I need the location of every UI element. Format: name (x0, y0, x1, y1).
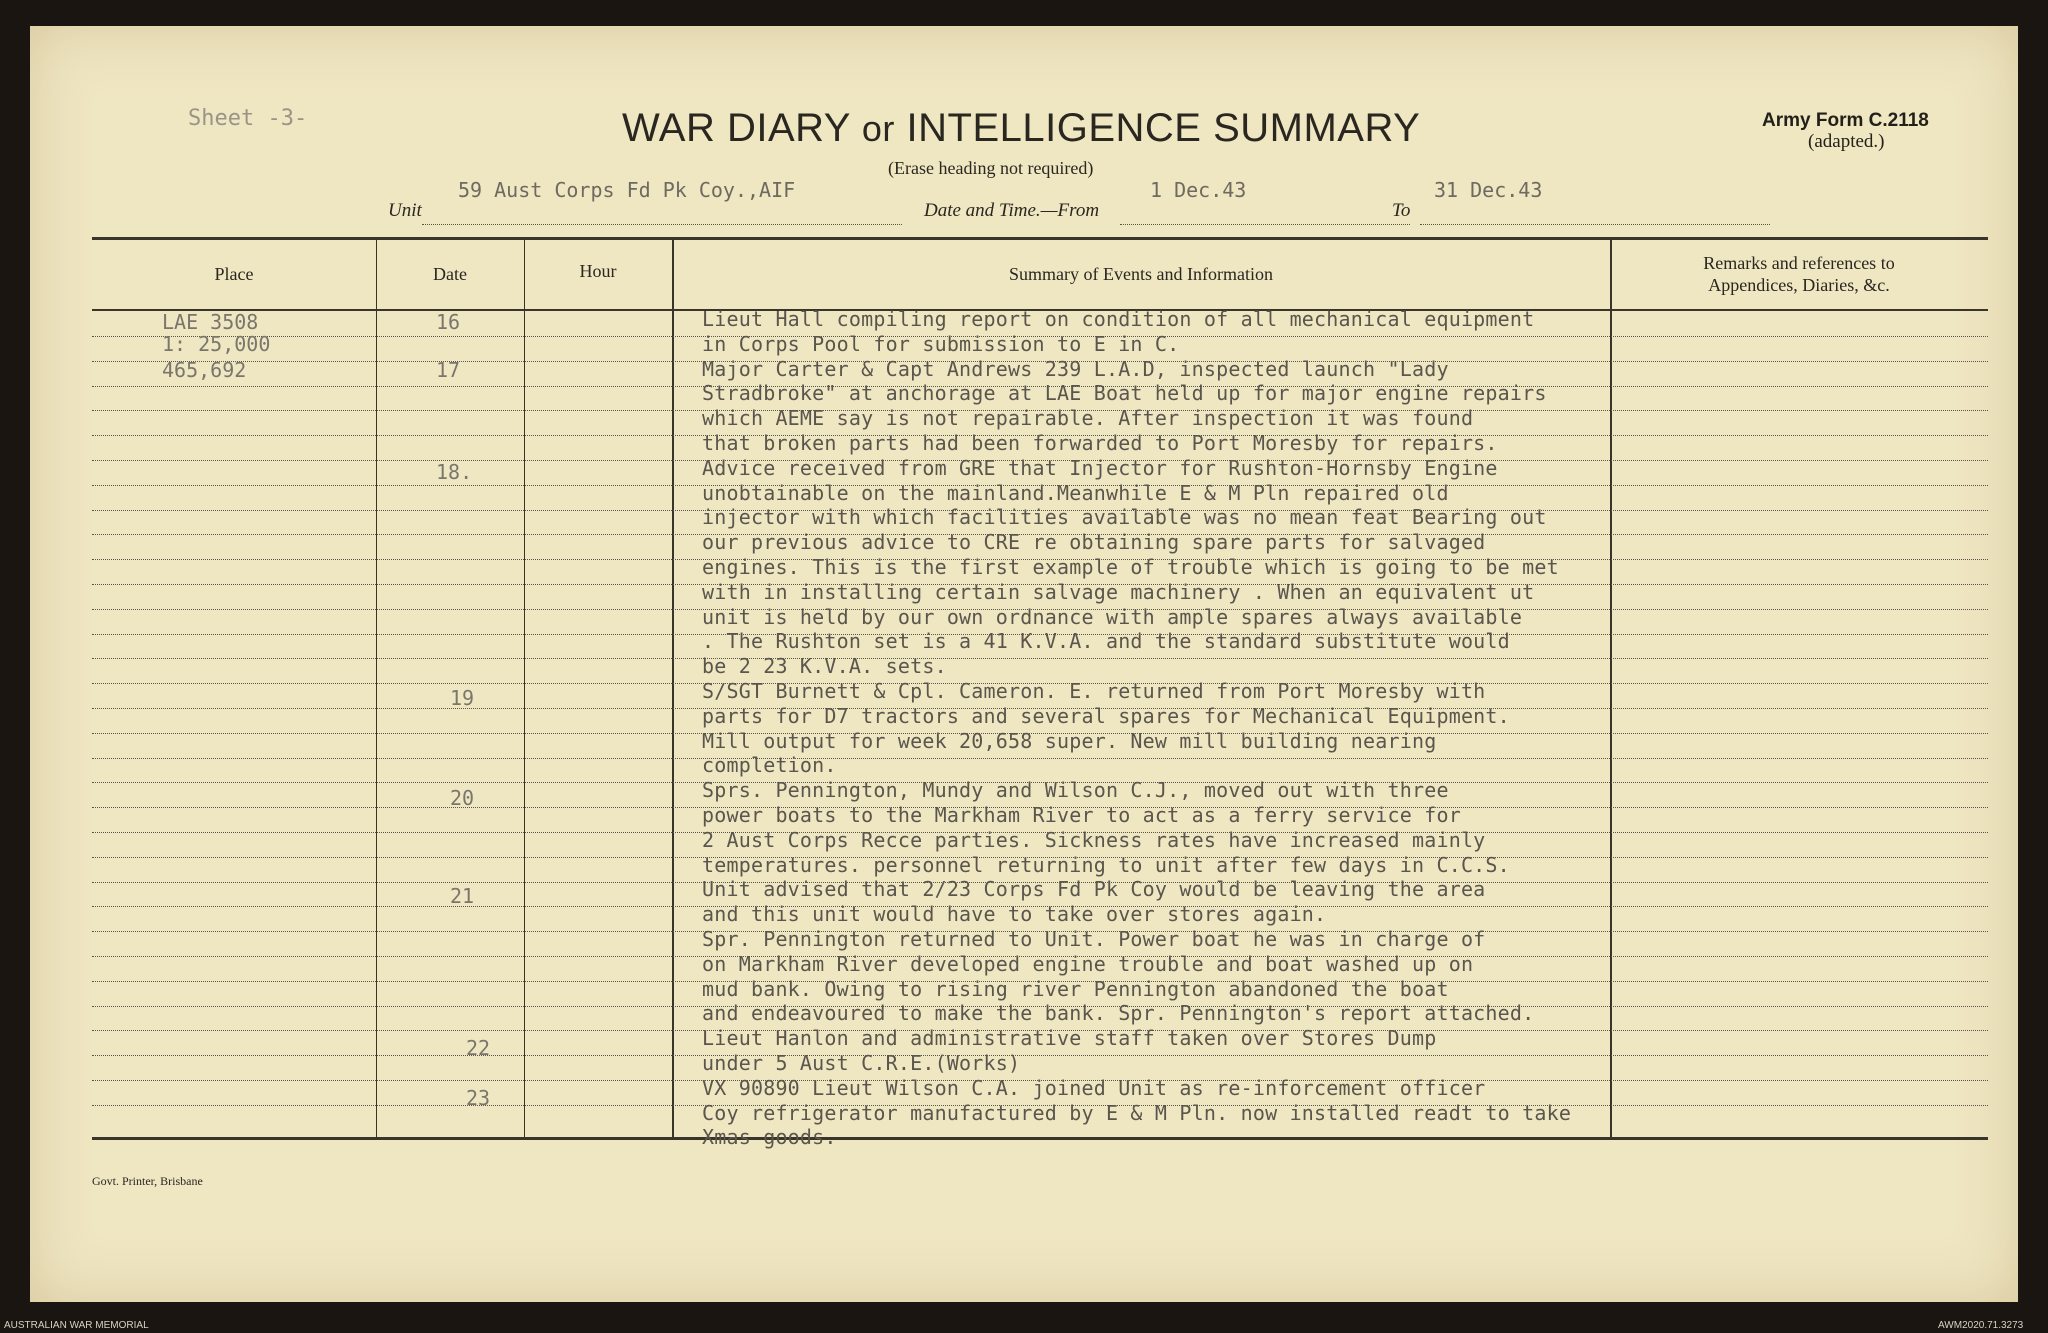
summary-line: Lieut Hall compiling report on condition of all mechanical equipment (702, 307, 1535, 331)
date-entry: 16 (436, 310, 461, 334)
summary-line: be 2 23 K.V.A. sets. (702, 654, 947, 679)
summary-line: . The Rushton set is a 41 K.V.A. and the standard substitute would (702, 629, 1510, 654)
title-end: INTELLIGENCE SUMMARY (906, 106, 1421, 150)
date-entry: 19 (450, 686, 475, 710)
column-header-remarks (1610, 252, 1988, 296)
summary-line: on Markham River developed engine trouble and boat washed up on (702, 951, 1474, 976)
remarks-header-line-2: Appendices, Diaries, &c. (1708, 275, 1890, 295)
footer-accession-number: AWM2020.71.3273 (1938, 1320, 2024, 1331)
summary-line: under 5 Aust C.R.E.(Works) (702, 1051, 1021, 1075)
place-entry: 1: 25,000 (162, 332, 271, 356)
column-header-date: Date (433, 264, 467, 284)
summary-line: temperatures. personnel returning to unit after few days in C.C.S. (702, 852, 1510, 877)
summary-line: injector with which facilities available was no mean feat Bearing out (702, 505, 1547, 530)
column-divider-date (524, 237, 525, 1137)
summary-line: mud bank. Owing to rising river Pennington abandoned the boat (702, 976, 1449, 1001)
summary-line: and endeavoured to make the bank. Spr. Pennington's report attached. (702, 1001, 1535, 1026)
summary-line: Lieut Hanlon and administrative staff taken over Stores Dump (702, 1026, 1437, 1051)
date-entry: 20 (450, 786, 475, 810)
summary-line: our previous advice to CRE re obtaining spare parts for salvaged (702, 530, 1486, 555)
remarks-header-line-1: Remarks and references to (1703, 253, 1895, 273)
unit-label: Unit (388, 200, 422, 221)
summary-line: Xmas goods. (702, 1125, 837, 1150)
summary-line: unit is held by our own ordnance with ample spares always available (702, 604, 1523, 629)
summary-line: with in installing certain salvage machinery . When an equivalent ut (702, 579, 1535, 604)
page-title (622, 106, 1420, 151)
date-entry: 22 (466, 1036, 491, 1060)
date-from-dotted-line (1120, 224, 1410, 225)
summary-line: Mill output for week 20,658 super. New mill building nearing (702, 728, 1437, 753)
summary-line: Coy refrigerator manufactured by E & M Pln. now installed readt to take (702, 1100, 1572, 1125)
date-to-label: To (1392, 200, 1411, 221)
column-header-summary: Summary of Events and Information (1009, 264, 1273, 284)
summary-line: completion. (702, 753, 837, 778)
date-from-label: Date and Time.—From (924, 200, 1100, 221)
erase-heading-note: (Erase heading not required) (888, 158, 1094, 178)
unit-dotted-line (422, 224, 902, 225)
summary-line: 2 Aust Corps Recce parties. Sickness rates have increased mainly (702, 827, 1486, 852)
summary-line: Major Carter & Capt Andrews 239 L.A.D, inspected launch "Lady (702, 356, 1449, 381)
date-entry: 17 (436, 358, 461, 382)
summary-line: in Corps Pool for submission to E in C. (702, 331, 1180, 356)
date-from-value: 1 Dec.43 (1150, 178, 1247, 202)
date-to-dotted-line (1420, 224, 1770, 225)
column-divider-hour (672, 237, 674, 1137)
date-entry: 18. (436, 460, 473, 484)
army-form-number: Army Form C.2118 (1762, 110, 1929, 131)
unit-value: 59 Aust Corps Fd Pk Coy.,AIF (458, 178, 796, 202)
summary-line: engines. This is the first example of trouble which is going to be met (702, 555, 1559, 579)
printer-imprint: Govt. Printer, Brisbane (92, 1174, 203, 1188)
date-to-value: 31 Dec.43 (1434, 178, 1543, 202)
summary-line: power boats to the Markham River to act as a ferry service for (702, 803, 1461, 827)
summary-line: S/SGT Burnett & Cpl. Cameron. E. returned from Port Moresby with (702, 679, 1486, 703)
diary-sheet (30, 26, 2018, 1302)
sheet-number: Sheet -3- (188, 106, 308, 131)
column-divider-place (376, 237, 377, 1137)
column-header-place: Place (214, 264, 254, 284)
summary-line: Unit advised that 2/23 Corps Fd Pk Coy would be leaving the area (702, 877, 1486, 902)
summary-line: that broken parts had been forwarded to Port Moresby for repairs. (702, 431, 1498, 455)
summary-line: Spr. Pennington returned to Unit. Power boat he was in charge of (702, 927, 1486, 951)
place-entry: 465,692 (162, 358, 247, 382)
summary-line: parts for D7 tractors and several spares for Mechanical Equipment. (702, 703, 1510, 728)
footer-credit: AUSTRALIAN WAR MEMORIAL (4, 1320, 149, 1331)
date-entry: 21 (450, 884, 475, 908)
army-form-adapted: (adapted.) (1808, 131, 1885, 152)
summary-line: VX 90890 Lieut Wilson C.A. joined Unit as re-inforcement officer (702, 1075, 1486, 1100)
place-entry: LAE 3508 (162, 310, 259, 334)
summary-line: Advice received from GRE that Injector for Rushton-Hornsby Engine (702, 455, 1498, 480)
title-main: WAR DIARY (622, 106, 851, 150)
summary-line: Stradbroke" at anchorage at LAE Boat held up for major engine repairs (702, 381, 1547, 406)
date-entry: 23 (466, 1086, 491, 1110)
summary-line: which AEME say is not repairable. After inspection it was found (702, 406, 1474, 431)
summary-line: Sprs. Pennington, Mundy and Wilson C.J., moved out with three (702, 778, 1449, 803)
summary-line: unobtainable on the mainland.Meanwhile E & M Pln repaired old (702, 480, 1449, 505)
summary-line: and this unit would have to take over stores again. (702, 902, 1327, 927)
column-header-hour: Hour (579, 261, 617, 281)
title-or: or (861, 108, 895, 149)
